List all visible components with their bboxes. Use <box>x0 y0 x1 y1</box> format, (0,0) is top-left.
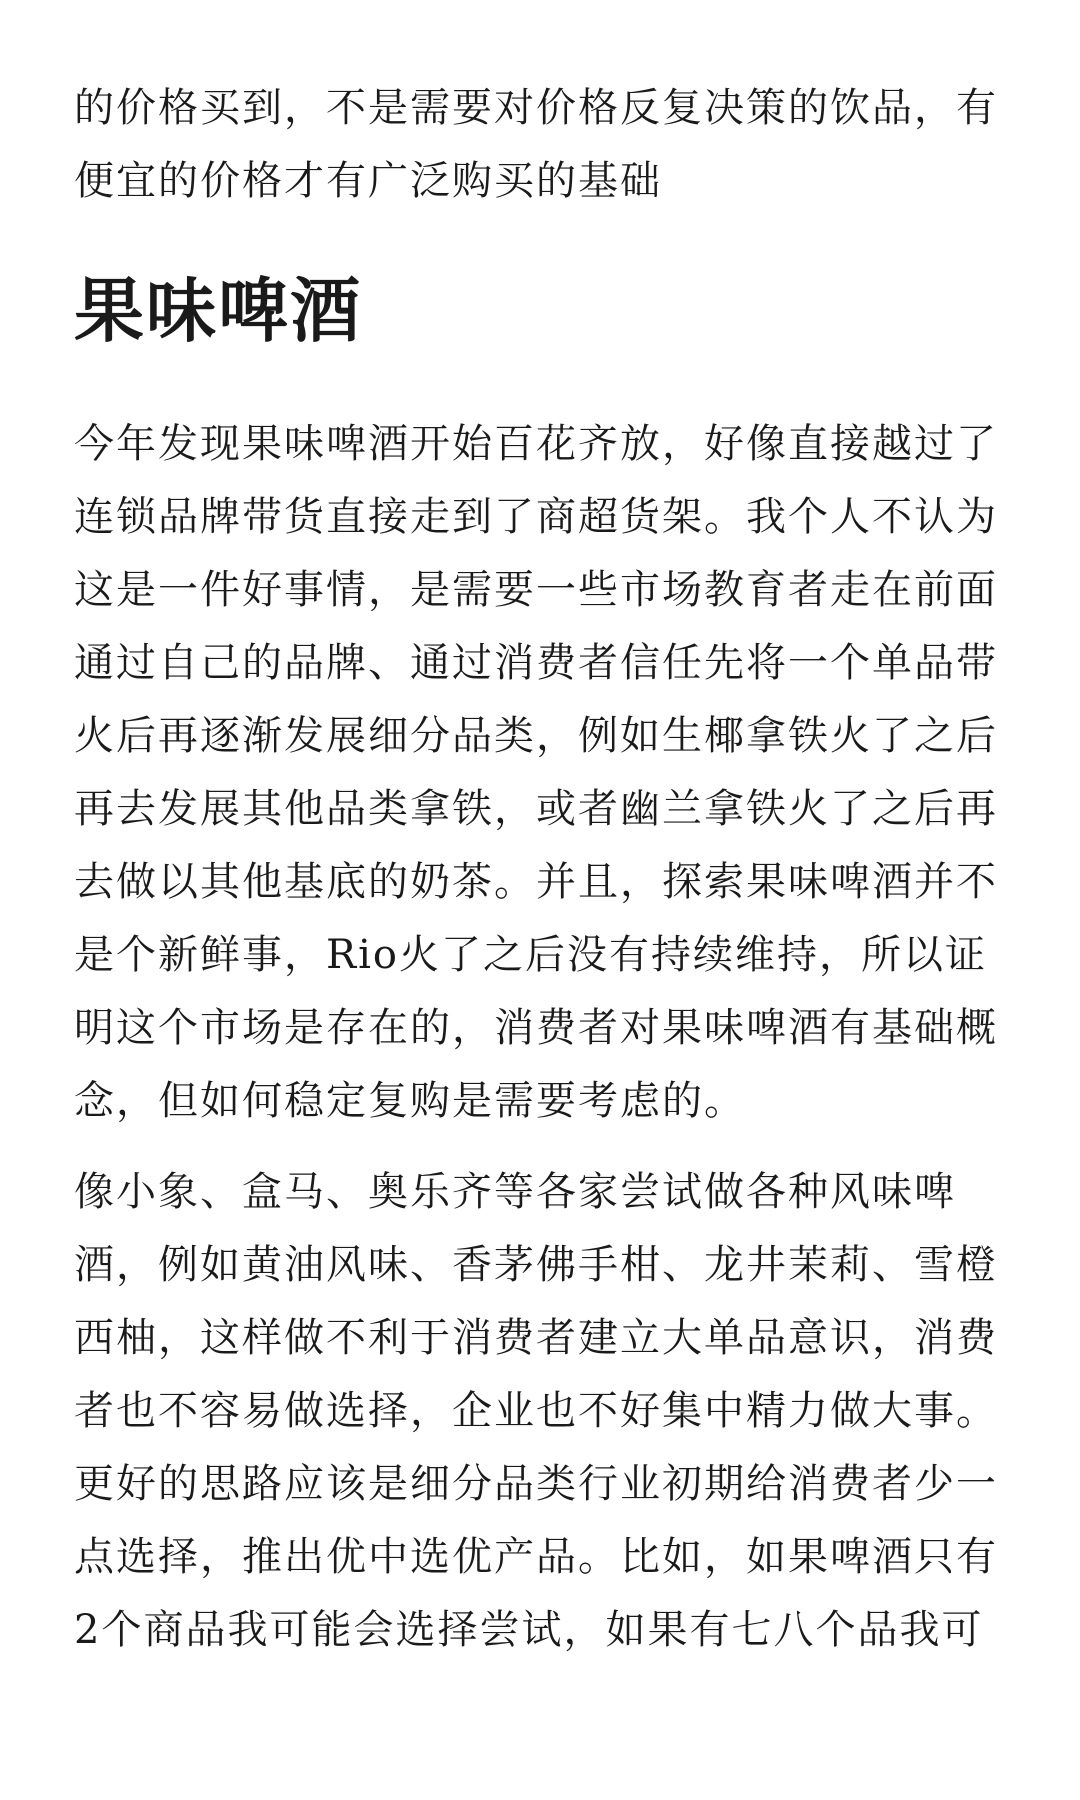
text-line: 的价格买到，不是需要对价格反复决策的饮品，有 <box>74 85 998 131</box>
paragraph-fruit-beer-market <box>74 408 1014 1138</box>
intro-paragraph <box>74 72 1014 218</box>
paragraph-flavor-variety <box>74 1156 1014 1667</box>
text-line: 2个商品我可能会选择尝试，如果有七八个品我可 <box>74 1607 984 1653</box>
text-line: 火后再逐渐发展细分品类，例如生椰拿铁火了之后 <box>74 713 998 759</box>
text-line: 连锁品牌带货直接走到了商超货架。我个人不认为 <box>74 494 998 540</box>
text-line: 念，但如何稳定复购是需要考虑的。 <box>74 1078 746 1124</box>
text-line: 再去发展其他品类拿铁，或者幽兰拿铁火了之后再 <box>74 786 998 832</box>
section-title: 果味啤酒 <box>74 269 362 352</box>
text-line: 像小象、盒马、奥乐齐等各家尝试做各种风味啤 <box>74 1169 956 1215</box>
text-line: 酒，例如黄油风味、香茅佛手柑、龙井茉莉、雪橙 <box>74 1242 998 1288</box>
text-line: 今年发现果味啤酒开始百花齐放，好像直接越过了 <box>74 421 998 467</box>
text-line: 更好的思路应该是细分品类行业初期给消费者少一 <box>74 1461 998 1507</box>
text-line: 通过自己的品牌、通过消费者信任先将一个单品带 <box>74 640 998 686</box>
article-body <box>74 72 1014 1667</box>
text-line: 去做以其他基底的奶茶。并且，探索果味啤酒并不 <box>74 859 998 905</box>
text-line: 是个新鲜事，Rio火了之后没有持续维持，所以证 <box>74 932 987 978</box>
text-line: 者也不容易做选择，企业也不好集中精力做大事。 <box>74 1388 998 1434</box>
text-line: 明这个市场是存在的，消费者对果味啤酒有基础概 <box>74 1005 998 1051</box>
text-line: 点选择，推出优中选优产品。比如，如果啤酒只有 <box>74 1534 998 1580</box>
text-line: 这是一件好事情，是需要一些市场教育者走在前面 <box>74 567 998 613</box>
text-line: 西柚，这样做不利于消费者建立大单品意识，消费 <box>74 1315 998 1361</box>
text-line: 便宜的价格才有广泛购买的基础 <box>74 158 662 204</box>
